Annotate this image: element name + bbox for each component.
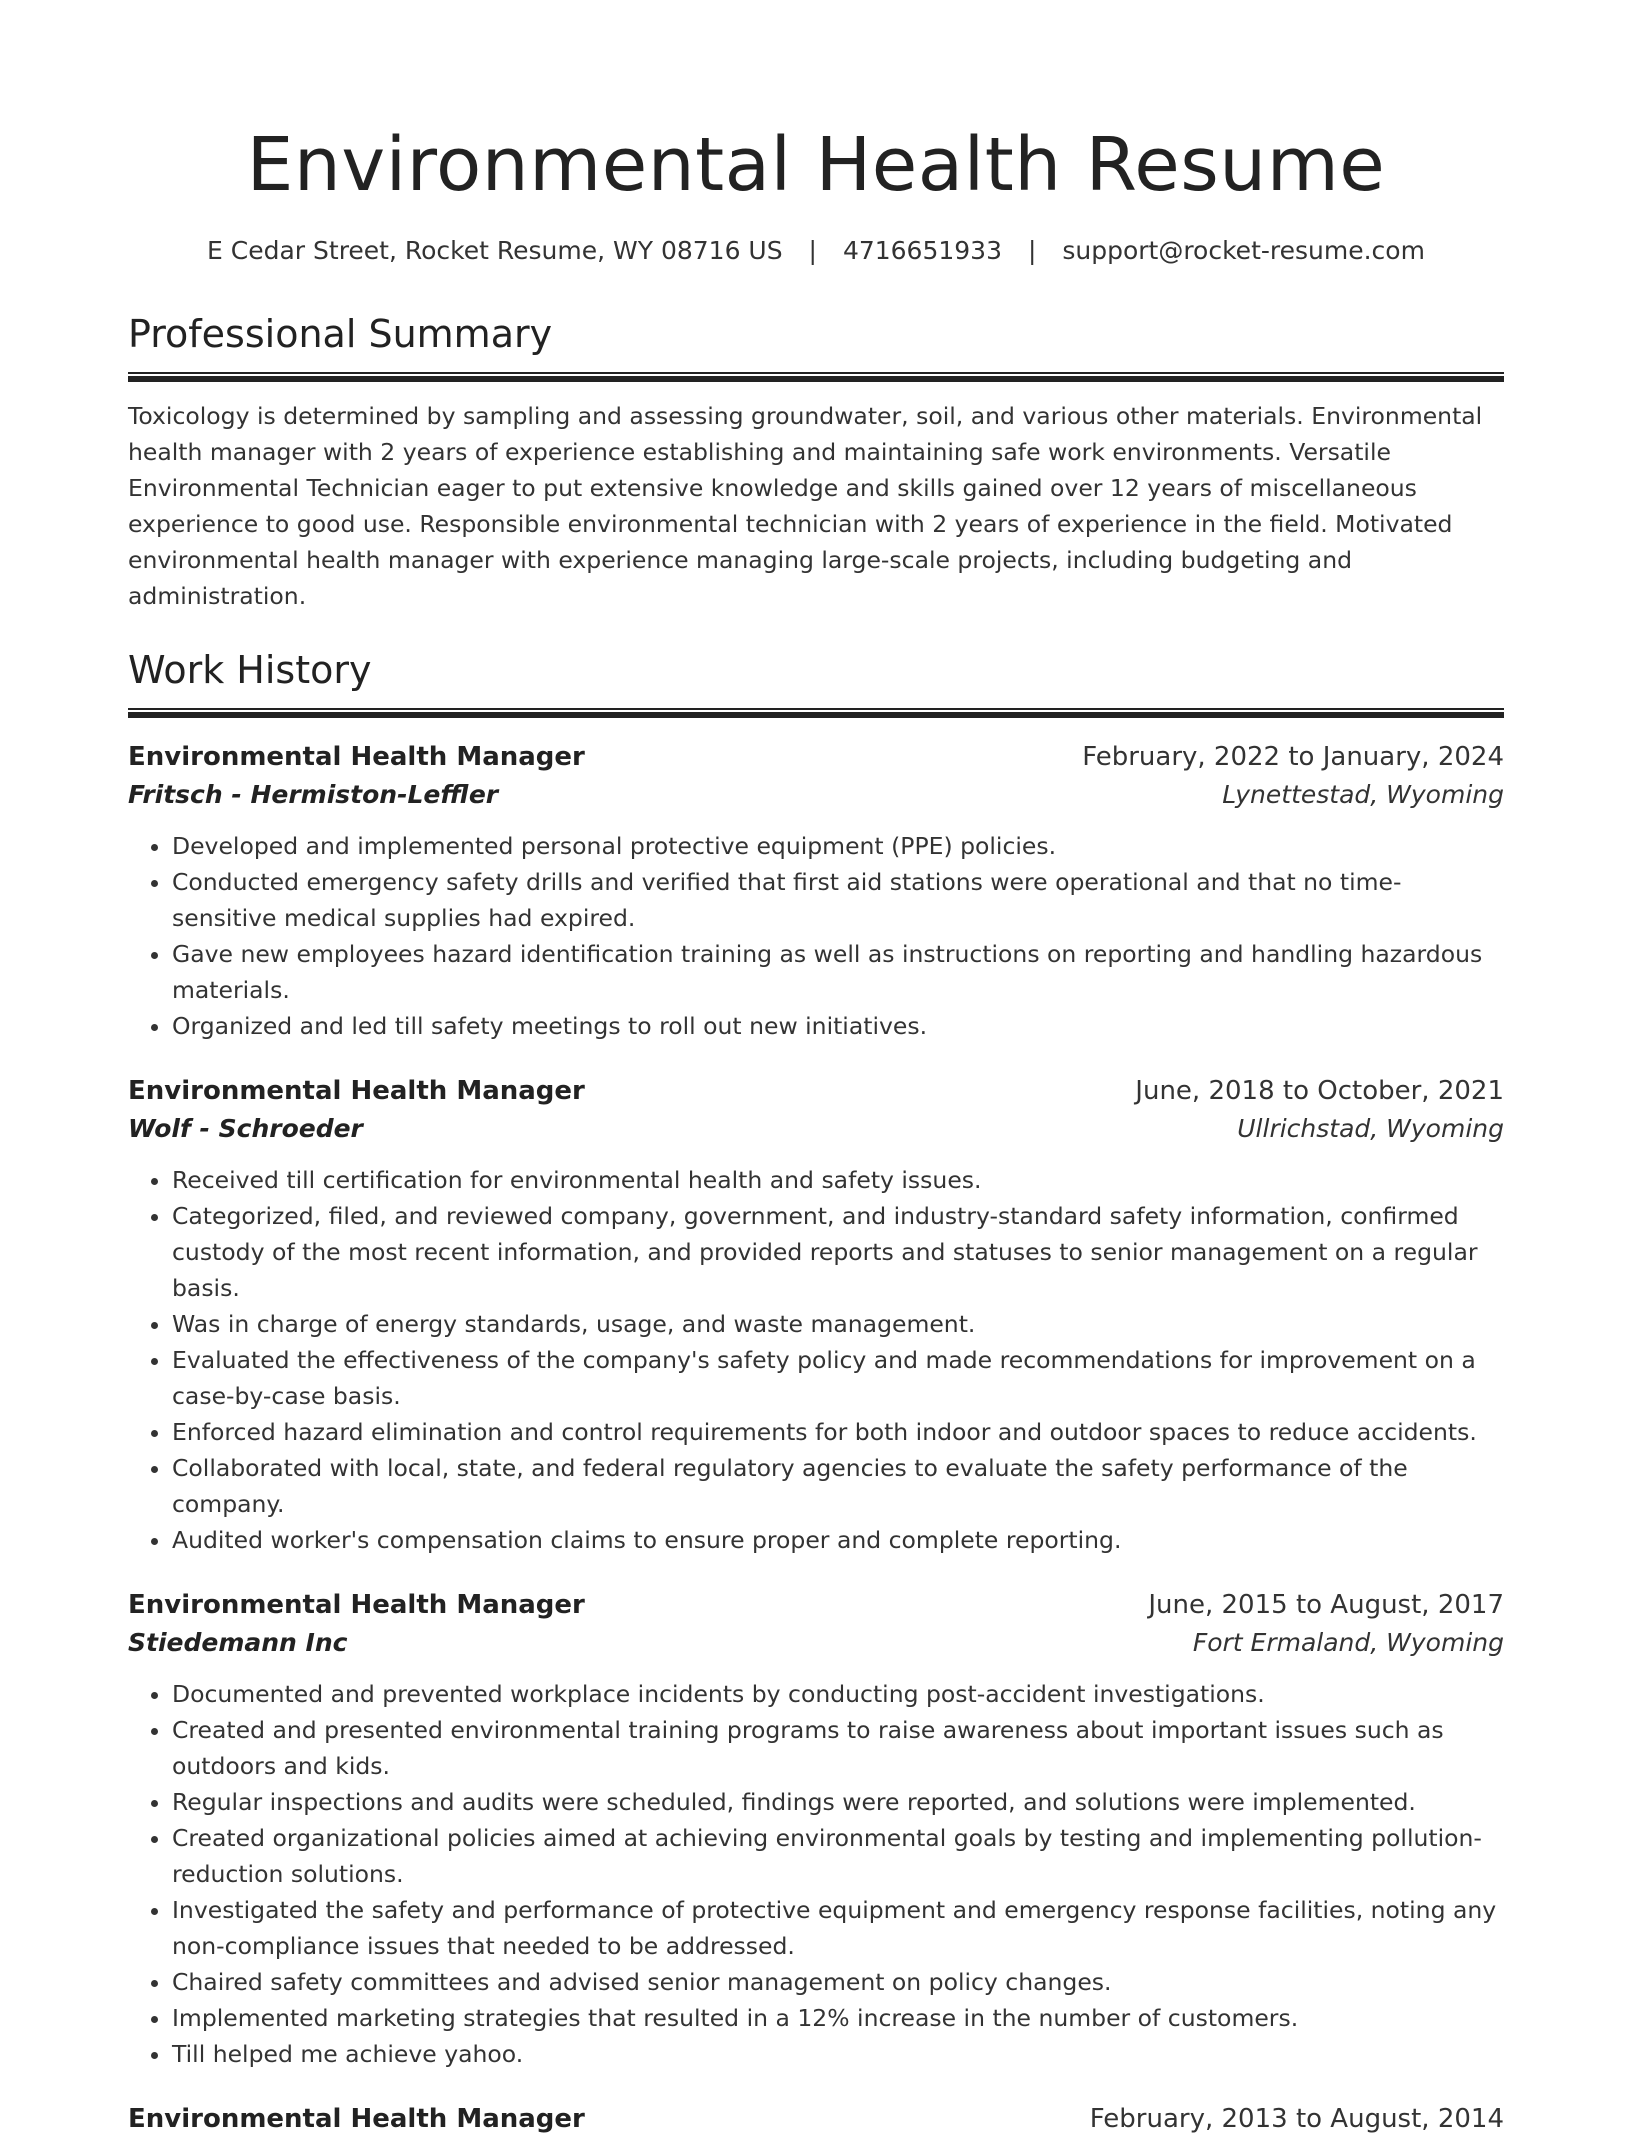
job-bullet: • Was in charge of energy standards, usage, and waste management.	[172, 1306, 1504, 1342]
work-history-section	[128, 646, 1504, 2138]
contact-address: E Cedar Street, Rocket Resume, WY 08716 US	[207, 236, 783, 265]
job-bullet: • Audited worker's compensation claims to ensure proper and complete reporting.	[172, 1522, 1504, 1558]
job-company: Wolf - Schroeder	[128, 1114, 363, 1143]
job-title: Environmental Health Manager	[128, 2104, 585, 2134]
resume-page	[128, 0, 1504, 2138]
job-bullet: • Regular inspections and audits were scheduled, findings were reported, and solutions were implemented.	[172, 1784, 1504, 1820]
job-title: Environmental Health Manager	[128, 1076, 585, 1106]
job-bullet: • Investigated the safety and performance of protective equipment and emergency response facilities, noting any non-compliance issues that needed to be addressed.	[172, 1892, 1504, 1964]
job-bullets	[128, 1162, 1504, 1558]
job-bullet: • Enforced hazard elimination and control requirements for both indoor and outdoor spaces to reduce accidents.	[172, 1414, 1504, 1450]
job-bullet: • Organized and led till safety meetings to roll out new initiatives.	[172, 1008, 1504, 1044]
job-entry	[128, 2100, 1504, 2138]
job-dates: June, 2015 to August, 2017	[1148, 1590, 1504, 1620]
job-bullet: • Created organizational policies aimed at achieving environmental goals by testing and implementing pollution-reduction solutions.	[172, 1820, 1504, 1892]
job-bullet: • Implemented marketing strategies that resulted in a 12% increase in the number of customers.	[172, 2000, 1504, 2036]
job-entry	[128, 1072, 1504, 1558]
job-bullet: • Collaborated with local, state, and federal regulatory agencies to evaluate the safety performance of the company.	[172, 1450, 1504, 1522]
job-company: Fritsch - Hermiston-Leffler	[128, 780, 499, 809]
section-heading-work: Work History	[128, 648, 372, 692]
resume-title: Environmental Health Resume	[246, 122, 1386, 208]
summary-text: Toxicology is determined by sampling and assessing groundwater, soil, and various other materials. Environmental health manager with 2 years of experience establishing and maintaining safe work environments. Versatile Environmental Technician eager to put extensive knowledge and skills gained over 12 years of miscellaneous experience to good use. Responsible environmental technician with 2 years of experience in the field. Motivated environmental health manager with experience managing large-scale projects, including budgeting and administration.	[128, 402, 1483, 610]
job-bullet: • Evaluated the effectiveness of the company's safety policy and made recommendations for improvement on a case-by-case basis.	[172, 1342, 1504, 1414]
job-bullet: • Conducted emergency safety drills and verified that first aid stations were operational and that no time-sensitive medical supplies had expired.	[172, 864, 1504, 936]
job-company: Stiedemann Inc	[128, 1628, 348, 1657]
job-bullet: • Received till certification for environmental health and safety issues.	[172, 1162, 1504, 1198]
job-dates: February, 2013 to August, 2014	[1089, 2104, 1504, 2134]
job-bullet: • Till helped me achieve yahoo.	[172, 2036, 1504, 2072]
job-bullet: • Developed and implemented personal protective equipment (PPE) policies.	[172, 828, 1504, 864]
job-entry	[128, 1586, 1504, 2072]
section-heading-summary: Professional Summary	[128, 312, 553, 356]
contact-phone: 4716651933	[842, 236, 1002, 265]
professional-summary-section	[128, 310, 1504, 614]
job-bullets	[128, 828, 1504, 1044]
job-bullets	[128, 1676, 1504, 2072]
job-dates: June, 2018 to October, 2021	[1135, 1076, 1504, 1106]
contact-separator: |	[808, 236, 817, 265]
section-divider	[128, 708, 1504, 718]
job-bullet: • Chaired safety committees and advised senior management on policy changes.	[172, 1964, 1504, 2000]
job-bullet: • Categorized, filed, and reviewed company, government, and industry-standard safety information, confirmed custody of the most recent information, and provided reports and statuses to senior management on a regular basis.	[172, 1198, 1504, 1306]
job-bullet: • Documented and prevented workplace incidents by conducting post-accident investigations.	[172, 1676, 1504, 1712]
contact-email: support@rocket-resume.com	[1062, 236, 1425, 265]
job-location: Ullrichstad, Wyoming	[1237, 1114, 1504, 1143]
job-title: Environmental Health Manager	[128, 742, 585, 772]
job-bullet: • Gave new employees hazard identification training as well as instructions on reporting and handling hazardous materials.	[172, 936, 1504, 1008]
job-dates: February, 2022 to January, 2024	[1082, 742, 1504, 772]
contact-separator: |	[1027, 236, 1037, 265]
job-entry	[128, 738, 1504, 1044]
section-divider	[128, 372, 1504, 382]
job-bullet: • Created and presented environmental training programs to raise awareness about important issues such as outdoors and kids.	[172, 1712, 1504, 1784]
job-location: Lynettestad, Wyoming	[1222, 780, 1504, 809]
job-title: Environmental Health Manager	[128, 1590, 585, 1620]
job-location: Fort Ermaland, Wyoming	[1192, 1628, 1504, 1657]
contact-line	[128, 234, 1504, 268]
